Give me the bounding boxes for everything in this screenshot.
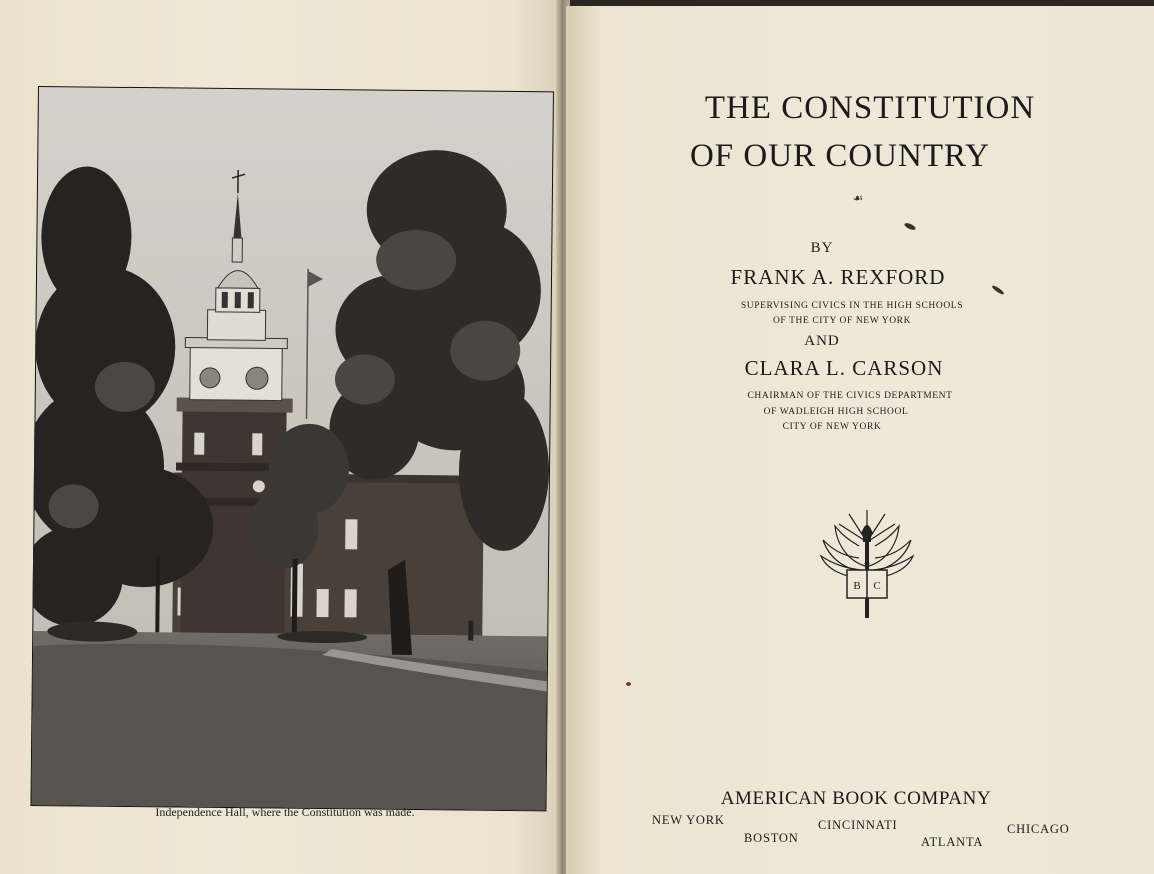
author-2-description-line-1: CHAIRMAN OF THE CIVICS DEPARTMENT xyxy=(747,391,953,401)
author-1-description-line-2: OF THE CITY OF NEW YORK xyxy=(772,316,912,326)
book-title-line-1: THE CONSTITUTION xyxy=(704,90,1036,126)
ornament-mark: ☙ xyxy=(852,191,864,205)
logo-letter-c: C xyxy=(873,580,881,592)
frontispiece-photo xyxy=(30,86,554,811)
title-page xyxy=(566,6,1154,874)
author-2-description-line-2: OF WADLEIGH HIGH SCHOOL xyxy=(763,407,909,417)
author-2-name: CLARA L. CARSON xyxy=(744,356,944,380)
author-2-description-line-3: CITY OF NEW YORK xyxy=(782,422,882,432)
city-atlanta: ATLANTA xyxy=(921,835,984,849)
and-label: AND xyxy=(804,333,840,349)
city-chicago: CHICAGO xyxy=(1007,822,1070,836)
city-cincinnati: CINCINNATI xyxy=(818,818,898,832)
frontispiece-caption: Independence Hall, where the Constitution was made. xyxy=(155,805,415,819)
logo-letter-b: B xyxy=(853,580,861,592)
city-new-york: NEW YORK xyxy=(652,813,725,827)
author-1-name: FRANK A. REXFORD xyxy=(730,265,946,289)
city-boston: BOSTON xyxy=(744,831,799,845)
by-label: BY xyxy=(810,240,834,256)
publisher-name: AMERICAN BOOK COMPANY xyxy=(720,788,992,809)
publisher-emblem-icon xyxy=(819,506,915,621)
ink-speck xyxy=(626,682,631,686)
book-title-line-2: OF OUR COUNTRY xyxy=(689,138,991,174)
ink-speck xyxy=(904,222,917,232)
logo-letter-a: A xyxy=(863,556,871,566)
author-1-description-line-1: SUPERVISING CIVICS IN THE HIGH SCHOOLS xyxy=(740,301,964,311)
left-page xyxy=(0,0,560,874)
